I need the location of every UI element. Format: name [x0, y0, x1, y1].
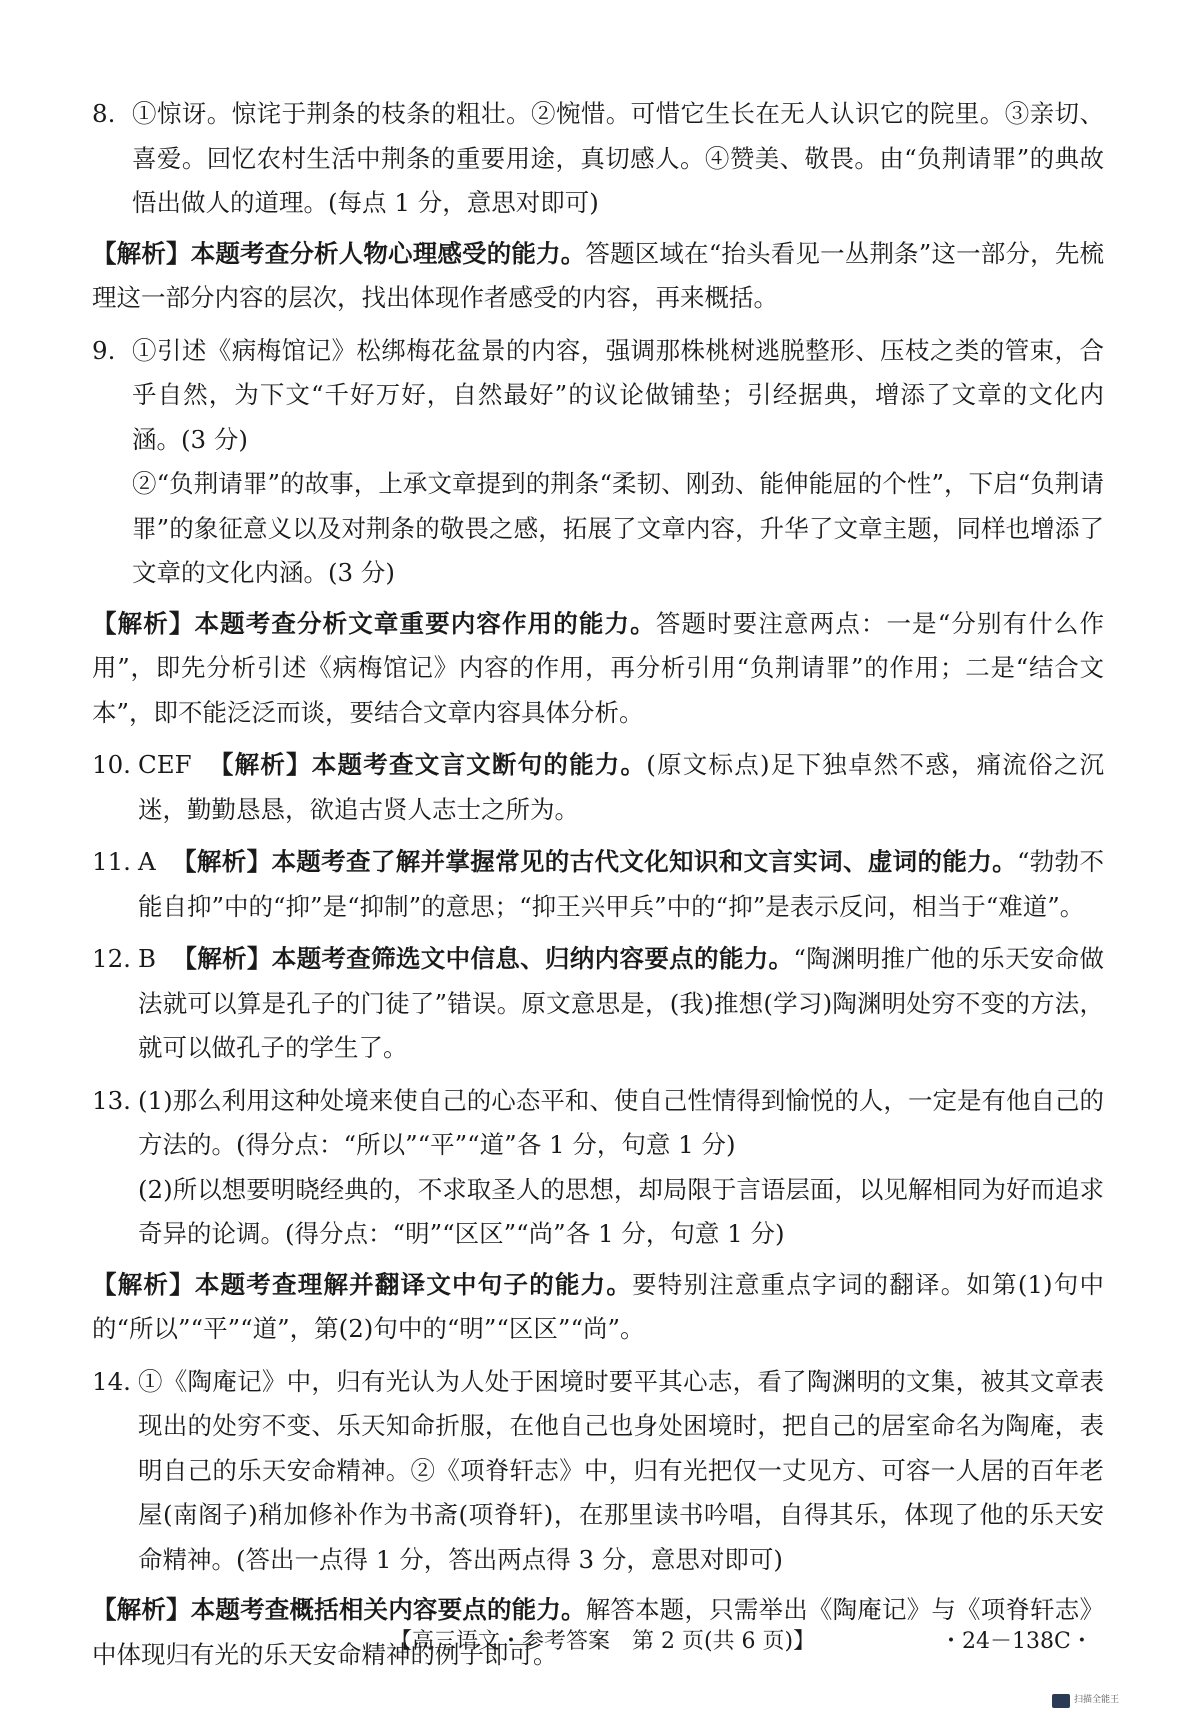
explanation-lead: 本题考查理解并翻译文中句子的能力。 — [194, 1269, 633, 1299]
explanation-text: “勃勃不能自抑”中的“抑”是“抑制”的意思；“抑王兴甲兵”中的“抑”是表示反问，相当于“难道”。 — [138, 847, 1105, 921]
question-number: 9. — [92, 335, 116, 365]
explanation-text: 答题时要注意两点：一是“分别有什么作用”，即先分析引述《病梅馆记》内容的作用，再分析引用“负荆请罪”的作用；二是“结合文本”，即不能泛泛而谈，要结合文章内容具体分析。 — [92, 608, 1105, 727]
question-11 — [92, 840, 1104, 929]
answer-text-2: ②“负荆请罪”的故事，上承文章提到的荆条“柔韧、刚劲、能伸能屈的个性”，下启“负荆请罪”的象征意义以及对荆条的敬畏之感，拓展了文章内容，升华了文章主题，同样也增添了文章的文化内涵。(3 分) — [132, 469, 1104, 587]
explanation-lead: 本题考查文言文断句的能力。 — [311, 750, 647, 779]
answer-text: ①《陶庵记》中，归有光认为人处于困境时要平其心志，看了陶渊明的文集，被其文章表现出的处穷不变、乐天知命折服，在他自己也身处困境时，把自己的居室命名为陶庵，表明自己的乐天安命精神。②《项脊轩志》中，归有光把仅一丈见方、可容一人居的百年老屋(南阁子)稍加修补作为书斋(项脊轩)，在那里读书吟唱，自得其乐，体现了他的乐天安命精神。(答出一点得 1 分，答出两点得 3 分，意思对即可) — [138, 1366, 1104, 1574]
question-10 — [92, 743, 1104, 832]
answer-content — [92, 92, 1104, 1677]
question-9 — [92, 329, 1104, 596]
question-8 — [92, 92, 1104, 226]
explanation-tag: 【解析】 — [92, 1595, 191, 1624]
explanation-lead: 本题考查概括相关内容要点的能力。 — [190, 1595, 586, 1624]
answer-text — [138, 743, 1104, 832]
scanner-watermark-text: 扫描全能王 — [1074, 1695, 1120, 1705]
explanation-text: 要特别注意重点字词的翻译。如第(1)句中的“所以”“平”“道”，第(2)句中的“明”“区区”“尚”。 — [92, 1269, 1105, 1343]
question-number: 10. — [92, 750, 131, 779]
explanation-tag: 【解析】 — [207, 750, 312, 779]
answer-text — [138, 937, 1104, 1071]
answer-letter: B — [138, 944, 157, 973]
explanation-text: (原文标点)足下独卓然不惑，痛流俗之沉迷，勤勤恳恳，欲追古贤人志士之所为。 — [138, 750, 1105, 824]
answer-letter: CEF — [138, 750, 192, 779]
explanation-tag: 【解析】 — [172, 944, 272, 973]
explanation-tag: 【解析】 — [92, 1269, 195, 1299]
explanation-8 — [92, 232, 1104, 321]
explanation-text: 解答本题，只需举出《陶庵记》与《项脊轩志》中体现归有光的乐天安命精神的例子即可。 — [92, 1595, 1104, 1669]
question-number: 11. — [92, 847, 131, 876]
explanation-tag: 【解析】 — [92, 238, 191, 268]
explanation-lead: 本题考查筛选文中信息、归纳内容要点的能力。 — [271, 944, 794, 973]
footer-code: ・24－138C・ — [940, 1629, 1093, 1654]
explanation-tag: 【解析】 — [92, 608, 195, 638]
answer-text — [138, 840, 1104, 929]
page-footer — [0, 1622, 1200, 1662]
answer-text: ①引述《病梅馆记》松绑梅花盆景的内容，强调那株桃树逃脱整形、压枝之类的管束，合乎自然，为下文“千好万好，自然最好”的议论做铺垫；引经据典，增添了文章的文化内涵。(3 分) — [132, 335, 1104, 454]
footer-page-info: 【高三语文・参考答案 第 2 页(共 6 页)】 — [390, 1629, 816, 1654]
answer-text-2: (2)所以想要明晓经典的，不求取圣人的思想，却局限于言语层面，以见解相同为好而追求奇异的论调。(得分点：“明”“区区”“尚”各 1 分，句意 1 分) — [138, 1174, 1104, 1248]
explanation-text: 答题区域在“抬头看见一丛荆条”这一部分，先梳理这一部分内容的层次，找出体现作者感受的内容，再来概括。 — [92, 238, 1105, 312]
question-12 — [92, 937, 1104, 1071]
question-number: 8. — [92, 99, 116, 128]
explanation-lead: 本题考查分析人物心理感受的能力。 — [190, 238, 586, 268]
scanner-logo-icon — [1052, 1694, 1070, 1708]
explanation-text: “陶渊明推广他的乐天安命做法就可以算是孔子的门徒了”错误。原文意思是，(我)推想(学习)陶渊明处穷不变的方法，就可以做孔子的学生了。 — [138, 944, 1105, 1062]
question-14 — [92, 1360, 1104, 1583]
question-number: 14. — [92, 1366, 131, 1396]
explanation-lead: 本题考查了解并掌握常见的古代文化知识和文言实词、虚词的能力。 — [271, 847, 1017, 876]
question-13 — [92, 1079, 1104, 1257]
explanation-13 — [92, 1263, 1104, 1352]
explanation-lead: 本题考查分析文章重要内容作用的能力。 — [194, 608, 656, 638]
answer-text: (1)那么利用这种处境来使自己的心态平和、使自己性情得到愉悦的人，一定是有他自己的方法的。(得分点：“所以”“平”“道”各 1 分，句意 1 分) — [138, 1085, 1104, 1159]
scanner-watermark — [1052, 1692, 1182, 1722]
explanation-tag: 【解析】 — [171, 847, 272, 876]
answer-text: ①惊讶。惊诧于荆条的枝条的粗壮。②惋惜。可惜它生长在无人认识它的院里。③亲切、喜爱。回忆农村生活中荆条的重要用途，真切感人。④赞美、敬畏。由“负荆请罪”的典故悟出做人的道理。(每点 1 分，意思对即可) — [132, 99, 1104, 217]
explanation-9 — [92, 602, 1104, 736]
question-number: 12. — [92, 944, 131, 973]
answer-letter: A — [138, 847, 156, 876]
question-number: 13. — [92, 1085, 131, 1115]
